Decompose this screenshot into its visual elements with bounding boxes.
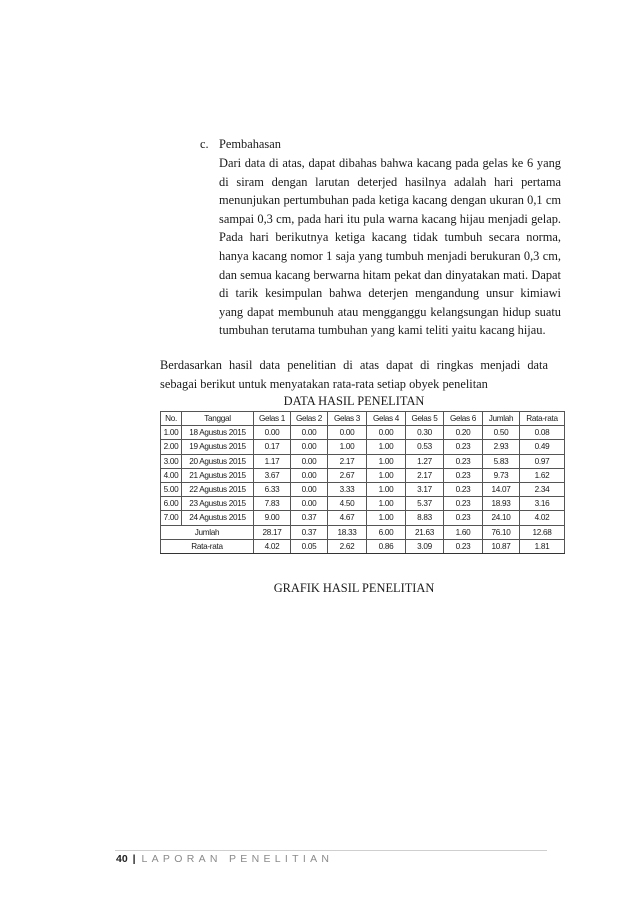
table-cell: 0.23 bbox=[444, 468, 483, 482]
table-cell: 10.87 bbox=[483, 539, 520, 553]
table-cell: 21.63 bbox=[406, 525, 444, 539]
table-cell: 7.00 bbox=[161, 511, 182, 525]
table-cell: 0.00 bbox=[291, 454, 328, 468]
table-row bbox=[161, 468, 565, 482]
table-cell: 4.02 bbox=[520, 511, 565, 525]
table-cell: 0.30 bbox=[406, 426, 444, 440]
table-cell: 21 Agustus 2015 bbox=[182, 468, 254, 482]
table-cell: 1.27 bbox=[406, 454, 444, 468]
table-cell: 4.67 bbox=[328, 511, 367, 525]
table-cell: 0.00 bbox=[291, 497, 328, 511]
table-row bbox=[161, 426, 565, 440]
header-gelas-3: Gelas 3 bbox=[328, 412, 367, 426]
page-footer bbox=[116, 853, 333, 865]
table-cell: 0.50 bbox=[483, 426, 520, 440]
header-gelas-6: Gelas 6 bbox=[444, 412, 483, 426]
table-cell: 0.00 bbox=[291, 482, 328, 496]
table-cell: 0.23 bbox=[444, 454, 483, 468]
table-cell: 20 Agustus 2015 bbox=[182, 454, 254, 468]
table-cell: 1.00 bbox=[367, 440, 406, 454]
table-cell: 1.17 bbox=[254, 454, 291, 468]
table-cell: 23 Agustus 2015 bbox=[182, 497, 254, 511]
table-cell: 0.20 bbox=[444, 426, 483, 440]
section-label: c. bbox=[200, 137, 209, 151]
table-cell: 4.00 bbox=[161, 468, 182, 482]
table-cell: 3.67 bbox=[254, 468, 291, 482]
table-cell: 0.86 bbox=[367, 539, 406, 553]
table-cell: 3.17 bbox=[406, 482, 444, 496]
results-table bbox=[160, 411, 565, 554]
table-cell: 0.97 bbox=[520, 454, 565, 468]
table-cell: 12.68 bbox=[520, 525, 565, 539]
table-cell: 2.00 bbox=[161, 440, 182, 454]
table-cell: 1.00 bbox=[367, 454, 406, 468]
table-cell: 0.53 bbox=[406, 440, 444, 454]
table-cell: 1.00 bbox=[328, 440, 367, 454]
table-cell: 0.00 bbox=[328, 426, 367, 440]
footer-separator: | bbox=[132, 853, 136, 865]
summary-intro-paragraph: Berdasarkan hasil data penelitian di atas dapat di ringkas menjadi data sebagai berikut untuk menyatakan rata-rata setiap obyek penelitan bbox=[160, 358, 548, 391]
table-cell: 1.00 bbox=[367, 511, 406, 525]
jumlah-label: Jumlah bbox=[161, 525, 254, 539]
table-cell: 1.00 bbox=[161, 426, 182, 440]
table-row bbox=[161, 482, 565, 496]
table-cell: 2.17 bbox=[406, 468, 444, 482]
footer-title: LAPORAN PENELITIAN bbox=[141, 853, 334, 865]
table-cell: 28.17 bbox=[254, 525, 291, 539]
table-cell: 14.07 bbox=[483, 482, 520, 496]
discussion-paragraph: Dari data di atas, dapat dibahas bahwa kacang pada gelas ke 6 yang di siram dengan larutan deterjed hasilnya adalah hari pertama menunjukan pertumbuhan pada ketiga kacang dengan ukuran 0,1 cm sampai 0,3 cm, pada hari itu pula warna kacang hijau menjadi gelap. Pada hari berikutnya ketiga kacang tidak tumbuh secara norma, hanya kacang nomor 1 saja yang tumbuh menjadi berukuran 0,3 cm, dan semua kacang berwarna hitam pekat dan dinyatakan mati. Dapat di tarik kesimpulan bahwa deterjen mengandung unsur kimiawi yang dapat membunuh atau mengganggu kelangsungan hidup suatu tumbuhan terutama tumbuhan yang kami teliti yaitu kacang hijau. bbox=[219, 156, 561, 338]
table-cell: 3.33 bbox=[328, 482, 367, 496]
table-cell: 2.17 bbox=[328, 454, 367, 468]
header-rata-rata: Rata-rata bbox=[520, 412, 565, 426]
table-cell: 19 Agustus 2015 bbox=[182, 440, 254, 454]
footer-divider bbox=[115, 850, 547, 851]
table-cell: 0.23 bbox=[444, 440, 483, 454]
table-cell: 0.00 bbox=[291, 468, 328, 482]
table-row bbox=[161, 454, 565, 468]
header-jumlah: Jumlah bbox=[483, 412, 520, 426]
table-cell: 2.93 bbox=[483, 440, 520, 454]
table-cell: 9.73 bbox=[483, 468, 520, 482]
table-cell: 6.00 bbox=[161, 497, 182, 511]
table-cell: 0.37 bbox=[291, 511, 328, 525]
table-cell: 3.09 bbox=[406, 539, 444, 553]
table-cell: 24.10 bbox=[483, 511, 520, 525]
table-cell: 1.00 bbox=[367, 468, 406, 482]
table-cell: 6.00 bbox=[367, 525, 406, 539]
header-gelas-1: Gelas 1 bbox=[254, 412, 291, 426]
table-cell: 2.34 bbox=[520, 482, 565, 496]
table-cell: 7.83 bbox=[254, 497, 291, 511]
table-cell: 76.10 bbox=[483, 525, 520, 539]
table-cell: 0.08 bbox=[520, 426, 565, 440]
table-cell: 5.83 bbox=[483, 454, 520, 468]
table-cell: 1.00 bbox=[367, 482, 406, 496]
table-row bbox=[161, 511, 565, 525]
table-cell: 1.81 bbox=[520, 539, 565, 553]
table-cell: 0.23 bbox=[444, 482, 483, 496]
table-cell: 2.62 bbox=[328, 539, 367, 553]
table-cell: 18 Agustus 2015 bbox=[182, 426, 254, 440]
table-row bbox=[161, 440, 565, 454]
table-cell: 1.62 bbox=[520, 468, 565, 482]
table-cell: 1.00 bbox=[367, 497, 406, 511]
chart-title: GRAFIK HASIL PENELITIAN bbox=[273, 581, 435, 595]
table-cell: 0.37 bbox=[291, 525, 328, 539]
table-cell: 3.00 bbox=[161, 454, 182, 468]
table-cell: 2.67 bbox=[328, 468, 367, 482]
table-cell: 4.50 bbox=[328, 497, 367, 511]
rata-rata-row bbox=[161, 539, 565, 553]
table-header-row bbox=[161, 412, 565, 426]
table-cell: 6.33 bbox=[254, 482, 291, 496]
header-gelas-4: Gelas 4 bbox=[367, 412, 406, 426]
table-cell: 18.93 bbox=[483, 497, 520, 511]
table-cell: 0.23 bbox=[444, 511, 483, 525]
header-gelas-5: Gelas 5 bbox=[406, 412, 444, 426]
table-cell: 0.49 bbox=[520, 440, 565, 454]
table-cell: 0.23 bbox=[444, 497, 483, 511]
table-cell: 0.00 bbox=[291, 426, 328, 440]
table-cell: 0.17 bbox=[254, 440, 291, 454]
table-row bbox=[161, 497, 565, 511]
header-tanggal: Tanggal bbox=[182, 412, 254, 426]
table-cell: 0.00 bbox=[254, 426, 291, 440]
table-cell: 0.23 bbox=[444, 539, 483, 553]
jumlah-row bbox=[161, 525, 565, 539]
table-cell: 0.00 bbox=[291, 440, 328, 454]
table-cell: 0.05 bbox=[291, 539, 328, 553]
table-cell: 1.60 bbox=[444, 525, 483, 539]
table-cell: 0.00 bbox=[367, 426, 406, 440]
table-cell: 4.02 bbox=[254, 539, 291, 553]
table-cell: 8.83 bbox=[406, 511, 444, 525]
table-cell: 24 Agustus 2015 bbox=[182, 511, 254, 525]
table-cell: 22 Agustus 2015 bbox=[182, 482, 254, 496]
table-title: DATA HASIL PENELITAN bbox=[283, 394, 425, 408]
header-gelas-2: Gelas 2 bbox=[291, 412, 328, 426]
rata-rata-label: Rata-rata bbox=[161, 539, 254, 553]
table-cell: 5.37 bbox=[406, 497, 444, 511]
header-no: No. bbox=[161, 412, 182, 426]
page-number: 40 bbox=[116, 853, 128, 865]
table-cell: 18.33 bbox=[328, 525, 367, 539]
table-cell: 3.16 bbox=[520, 497, 565, 511]
section-heading: Pembahasan bbox=[219, 137, 281, 151]
table-cell: 5.00 bbox=[161, 482, 182, 496]
table-cell: 9.00 bbox=[254, 511, 291, 525]
